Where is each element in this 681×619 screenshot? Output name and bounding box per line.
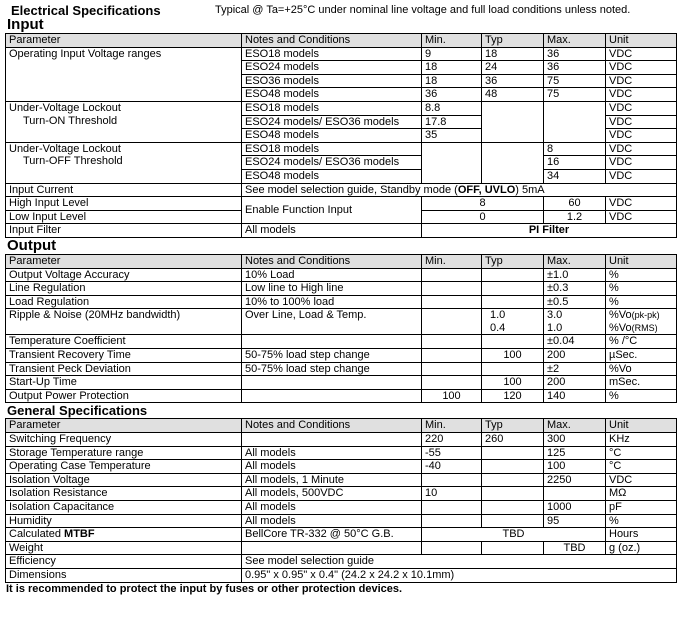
typ-cell: 36 (482, 74, 544, 88)
typ-cell: 24 (482, 61, 544, 75)
table-row (6, 349, 677, 363)
unit-cell: VDC (606, 61, 677, 75)
notes-cell: ESO36 models (242, 74, 422, 88)
unit-cell: °C (606, 460, 677, 474)
max-cell: 34 (544, 169, 606, 183)
max-cell: 140 (544, 389, 606, 403)
min-cell (422, 473, 482, 487)
typ-cell (482, 101, 544, 142)
min-cell: 18 (422, 74, 482, 88)
max-cell: 75 (544, 88, 606, 102)
param-cell (6, 101, 242, 142)
current-note-bold: OFF, UVLO (457, 183, 516, 196)
mtbf-label-a: Calculated (9, 528, 65, 541)
notes-cell: All models, 1 Minute (242, 473, 422, 487)
notes-cell: BellCore TR-332 @ 50°C G.B. (242, 528, 422, 542)
output-table (5, 254, 677, 404)
min-cell: 220 (422, 433, 482, 447)
table-row (6, 389, 677, 403)
col-header-min: Min. (422, 419, 482, 433)
max-cell: 2250 (544, 473, 606, 487)
typ-cell (482, 142, 544, 183)
notes-cell: All models (242, 501, 422, 515)
max-cell: 200 (544, 376, 606, 390)
col-header-max: Max. (544, 34, 606, 48)
table-row (6, 268, 677, 282)
notes-cell: ESO18 models (242, 142, 422, 156)
unit-cell: VDC (606, 142, 677, 156)
notes-cell (242, 376, 422, 390)
ripple-unit-pkpk-suffix: (pk-pk) (631, 310, 660, 321)
unit-cell (606, 309, 677, 335)
notes-cell: 10% to 100% load (242, 295, 422, 309)
param-sublabel: Turn-ON Threshold (23, 114, 118, 127)
table-row (6, 473, 677, 487)
table-row (6, 183, 677, 197)
max-cell: ±2 (544, 362, 606, 376)
max-cell: ±1.0 (544, 268, 606, 282)
col-header-unit: Unit (606, 254, 677, 268)
max-cell: 36 (544, 47, 606, 61)
col-header-unit: Unit (606, 34, 677, 48)
table-row (6, 295, 677, 309)
param-cell: Input Current (6, 183, 242, 197)
ripple-unit-pkpk: %Vo (609, 309, 632, 322)
param-cell: Line Regulation (6, 282, 242, 296)
col-header-parameter: Parameter (6, 34, 242, 48)
min-cell: 100 (422, 389, 482, 403)
param-cell: Storage Temperature range (6, 446, 242, 460)
notes-cell: 0.95" x 0.95" x 0.4" (24.2 x 24.2 x 10.1mm) (242, 568, 677, 582)
notes-cell: 50-75% load step change (242, 349, 422, 363)
param-cell: Transient Peck Deviation (6, 362, 242, 376)
table-row (6, 197, 677, 211)
unit-cell: VDC (606, 101, 677, 115)
max-cell: 36 (544, 61, 606, 75)
typ-cell (482, 541, 544, 555)
param-cell: Humidity (6, 514, 242, 528)
col-header-notes: Notes and Conditions (242, 254, 422, 268)
typ-cell: 260 (482, 433, 544, 447)
min-cell (422, 349, 482, 363)
max-cell: ±0.04 (544, 335, 606, 349)
notes-cell: See model selection guide (242, 555, 677, 569)
notes-cell (242, 183, 677, 197)
value-cell: TBD (422, 528, 606, 542)
table-header-row (6, 419, 677, 433)
unit-cell: VDC (606, 473, 677, 487)
unit-cell: pF (606, 501, 677, 515)
notes-cell: ESO48 models (242, 129, 422, 143)
param-cell: Efficiency (6, 555, 242, 569)
unit-cell: °C (606, 446, 677, 460)
footnote: It is recommended to protect the input by fuses or other protection devices. (6, 582, 403, 595)
notes-cell: 10% Load (242, 268, 422, 282)
min-cell (422, 268, 482, 282)
param-label: Under-Voltage Lockout (9, 142, 121, 155)
notes-cell: All models (242, 446, 422, 460)
min-cell: 9 (422, 47, 482, 61)
notes-cell: ESO48 models (242, 88, 422, 102)
typ-cell (482, 362, 544, 376)
unit-cell: % (606, 282, 677, 296)
col-header-max: Max. (544, 419, 606, 433)
min-cell: 18 (422, 61, 482, 75)
unit-cell: VDC (606, 47, 677, 61)
param-cell: Output Voltage Accuracy (6, 268, 242, 282)
min-cell (422, 376, 482, 390)
min-cell: -55 (422, 446, 482, 460)
input-table (5, 33, 677, 238)
table-row (6, 282, 677, 296)
max-cell: 60 (544, 197, 606, 211)
notes-cell: Enable Function Input (242, 197, 422, 224)
param-cell: Load Regulation (6, 295, 242, 309)
unit-cell: g (oz.) (606, 541, 677, 555)
table-row (6, 528, 677, 542)
col-header-notes: Notes and Conditions (242, 419, 422, 433)
param-cell: Isolation Capacitance (6, 501, 242, 515)
max-cell: 75 (544, 74, 606, 88)
param-cell: Operating Case Temperature (6, 460, 242, 474)
min-cell (422, 514, 482, 528)
max-cell (544, 309, 606, 335)
param-cell: Dimensions (6, 568, 242, 582)
typ-cell (482, 487, 544, 501)
notes-cell (242, 433, 422, 447)
table-row (6, 501, 677, 515)
ripple-max-pkpk: 3.0 (547, 309, 563, 322)
param-cell: Transient Recovery Time (6, 349, 242, 363)
ripple-typ-rms: 0.4 (490, 321, 506, 334)
table-row (6, 142, 677, 156)
page-title: Electrical Specifications (11, 3, 161, 18)
typ-cell: 18 (482, 47, 544, 61)
unit-cell: % (606, 295, 677, 309)
unit-cell: µSec. (606, 349, 677, 363)
ripple-unit-rms-suffix: (RMS) (631, 322, 658, 333)
param-cell: Start-Up Time (6, 376, 242, 390)
table-row (6, 224, 677, 238)
min-cell: 8.8 (422, 101, 482, 115)
max-cell: 125 (544, 446, 606, 460)
param-cell: Input Filter (6, 224, 242, 238)
unit-cell: MΩ (606, 487, 677, 501)
unit-cell: VDC (606, 169, 677, 183)
typ-cell (482, 335, 544, 349)
current-note-c: ) 5mA (515, 183, 545, 196)
max-cell: 95 (544, 514, 606, 528)
spec-sheet (5, 3, 676, 596)
unit-cell: VDC (606, 197, 677, 211)
typ-cell (482, 514, 544, 528)
condition-note: Typical @ Ta=+25°C under nominal line voltage and full load conditions unless noted. (215, 4, 631, 16)
col-header-typ: Typ (482, 34, 544, 48)
param-cell: Ripple & Noise (20MHz bandwidth) (6, 309, 242, 335)
max-cell: TBD (544, 541, 606, 555)
ripple-typ-pkpk: 1.0 (490, 309, 506, 322)
input-section-title: Input (7, 16, 44, 33)
max-cell: 1.2 (544, 210, 606, 224)
table-row (6, 362, 677, 376)
min-cell: 8 (422, 197, 544, 211)
min-cell (422, 309, 482, 335)
ripple-unit-rms: %Vo (609, 321, 632, 334)
notes-cell: All models (242, 224, 422, 238)
unit-cell: %Vo (606, 362, 677, 376)
unit-cell: VDC (606, 88, 677, 102)
table-row (6, 101, 677, 115)
typ-cell (482, 295, 544, 309)
param-cell: Switching Frequency (6, 433, 242, 447)
max-cell: ±0.3 (544, 282, 606, 296)
notes-cell: All models (242, 514, 422, 528)
param-cell: Operating Input Voltage ranges (6, 47, 242, 101)
param-label: Under-Voltage Lockout (9, 101, 121, 114)
typ-cell (482, 460, 544, 474)
table-row (6, 555, 677, 569)
general-table (5, 418, 677, 582)
max-cell (544, 101, 606, 142)
table-row (6, 460, 677, 474)
param-cell: Weight (6, 541, 242, 555)
max-cell: 200 (544, 349, 606, 363)
current-note-a: See model selection guide, Standby mode ( (245, 183, 458, 196)
min-cell (422, 335, 482, 349)
table-row (6, 376, 677, 390)
param-cell (6, 528, 242, 542)
unit-cell: KHz (606, 433, 677, 447)
notes-cell: 50-75% load step change (242, 362, 422, 376)
output-section-title: Output (7, 236, 57, 254)
notes-cell: Low line to High line (242, 282, 422, 296)
unit-cell: VDC (606, 74, 677, 88)
unit-cell: mSec. (606, 376, 677, 390)
max-cell: 16 (544, 156, 606, 170)
col-header-parameter: Parameter (6, 419, 242, 433)
notes-cell: ESO18 models (242, 47, 422, 61)
param-cell: Output Power Protection (6, 389, 242, 403)
unit-cell: % (606, 514, 677, 528)
unit-cell: % (606, 389, 677, 403)
col-header-typ: Typ (482, 419, 544, 433)
max-cell: 100 (544, 460, 606, 474)
max-cell (544, 487, 606, 501)
table-row (6, 433, 677, 447)
table-row (6, 487, 677, 501)
typ-cell: 100 (482, 376, 544, 390)
notes-cell: ESO48 models (242, 169, 422, 183)
max-cell: 8 (544, 142, 606, 156)
param-sublabel: Turn-OFF Threshold (23, 155, 123, 168)
notes-cell: ESO24 models (242, 61, 422, 75)
min-cell: 35 (422, 129, 482, 143)
col-header-typ: Typ (482, 254, 544, 268)
max-cell: ±0.5 (544, 295, 606, 309)
param-cell: Isolation Voltage (6, 473, 242, 487)
typ-cell (482, 446, 544, 460)
notes-cell: ESO18 models (242, 101, 422, 115)
notes-cell: Over Line, Load & Temp. (242, 309, 422, 335)
max-cell: 1000 (544, 501, 606, 515)
table-row (6, 514, 677, 528)
min-cell: 10 (422, 487, 482, 501)
notes-cell: All models, 500VDC (242, 487, 422, 501)
unit-cell: VDC (606, 115, 677, 129)
table-row (6, 541, 677, 555)
notes-cell: ESO24 models/ ESO36 models (242, 156, 422, 170)
table-row (6, 47, 677, 61)
ripple-max-rms: 1.0 (547, 321, 563, 334)
notes-cell: All models (242, 460, 422, 474)
min-cell: 0 (422, 210, 544, 224)
col-header-parameter: Parameter (6, 254, 242, 268)
min-cell: 17.8 (422, 115, 482, 129)
min-cell (422, 295, 482, 309)
param-cell: Temperature Coefficient (6, 335, 242, 349)
min-cell (422, 282, 482, 296)
min-cell (422, 541, 482, 555)
notes-cell (242, 541, 422, 555)
param-cell: Low Input Level (6, 210, 242, 224)
mtbf-label-b: MTBF (64, 528, 95, 541)
typ-cell (482, 501, 544, 515)
col-header-notes: Notes and Conditions (242, 34, 422, 48)
col-header-min: Min. (422, 34, 482, 48)
unit-cell: VDC (606, 156, 677, 170)
typ-cell (482, 473, 544, 487)
unit-cell: VDC (606, 129, 677, 143)
param-cell (6, 142, 242, 183)
notes-cell: ESO24 models/ ESO36 models (242, 115, 422, 129)
min-cell: -40 (422, 460, 482, 474)
param-cell: Isolation Resistance (6, 487, 242, 501)
typ-cell (482, 282, 544, 296)
table-row (6, 568, 677, 582)
notes-cell (242, 389, 422, 403)
col-header-unit: Unit (606, 419, 677, 433)
typ-cell: 48 (482, 88, 544, 102)
col-header-max: Max. (544, 254, 606, 268)
table-row (6, 335, 677, 349)
typ-cell (482, 309, 544, 335)
col-header-min: Min. (422, 254, 482, 268)
notes-cell (242, 335, 422, 349)
table-header-row (6, 34, 677, 48)
typ-cell: 120 (482, 389, 544, 403)
value-cell: PI Filter (422, 224, 677, 238)
min-cell: 36 (422, 88, 482, 102)
typ-cell: 100 (482, 349, 544, 363)
sheet-header (5, 3, 676, 17)
param-cell: High Input Level (6, 197, 242, 211)
unit-cell: VDC (606, 210, 677, 224)
unit-cell: % /°C (606, 335, 677, 349)
typ-cell (482, 268, 544, 282)
unit-cell: Hours (606, 528, 677, 542)
max-cell: 300 (544, 433, 606, 447)
min-cell (422, 142, 482, 183)
min-cell (422, 362, 482, 376)
min-cell (422, 501, 482, 515)
general-section-title: General Specifications (7, 403, 148, 419)
table-header-row (6, 254, 677, 268)
unit-cell: % (606, 268, 677, 282)
table-row (6, 446, 677, 460)
table-row (6, 309, 677, 335)
